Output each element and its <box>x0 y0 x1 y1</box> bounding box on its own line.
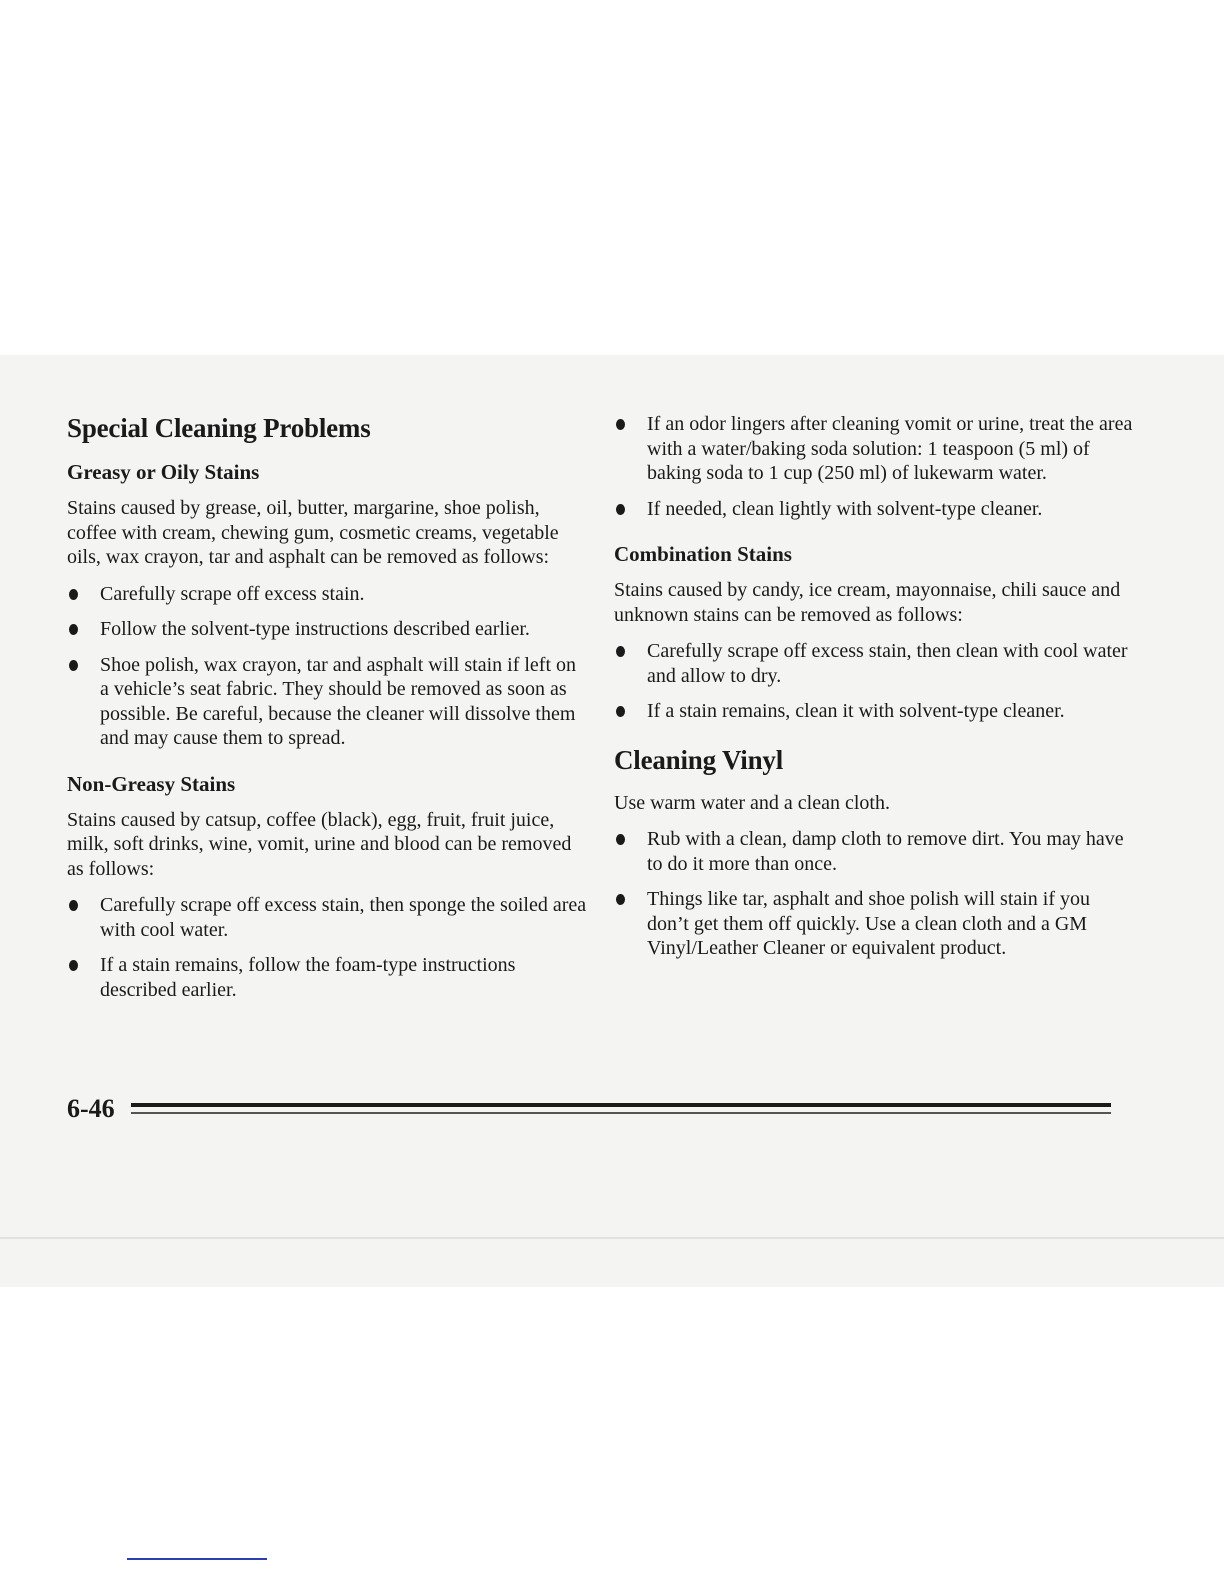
list-item: Rub with a clean, damp cloth to remove dirt. You may have to do it more than once. <box>614 827 1134 876</box>
footer-rule-thin <box>131 1112 1111 1114</box>
bullet-icon <box>616 894 625 905</box>
non-greasy-stains-intro: Stains caused by catsup, coffee (black), egg, fruit, fruit juice, milk, soft drinks, wine, vomit, urine and blood can be removed as follows: <box>67 808 572 880</box>
left-column <box>67 412 587 1022</box>
bullet-icon <box>616 504 625 515</box>
bottom-accent-line <box>127 1558 267 1560</box>
greasy-stains-intro: Stains caused by grease, oil, butter, margarine, shoe polish, coffee with cream, chewing gum, cosmetic creams, vegetable oils, wax crayon, tar and asphalt can be removed as follows: <box>67 497 559 569</box>
subheading-combination-stains: Combination Stains <box>614 542 792 566</box>
non-greasy-stains-list-continued <box>614 412 1134 521</box>
combination-stains-intro: Stains caused by candy, ice cream, mayonnaise, chili sauce and unknown stains can be removed as follows: <box>614 579 1121 626</box>
bullet-icon <box>69 960 78 971</box>
bullet-icon <box>616 834 625 845</box>
bullet-icon <box>69 589 78 600</box>
list-item: If a stain remains, follow the foam-type instructions described earlier. <box>67 953 587 1002</box>
non-greasy-stains-list <box>67 893 587 1002</box>
bullet-icon <box>616 419 625 430</box>
subheading-greasy-stains: Greasy or Oily Stains <box>67 459 260 484</box>
bullet-icon <box>69 624 78 635</box>
list-item: If a stain remains, clean it with solvent-type cleaner. <box>614 699 1134 724</box>
bullet-icon <box>69 660 78 671</box>
list-item: Follow the solvent-type instructions described earlier. <box>67 617 587 642</box>
cleaning-vinyl-intro: Use warm water and a clean cloth. <box>614 791 890 814</box>
list-item: Carefully scrape off excess stain. <box>67 582 587 607</box>
list-item: If needed, clean lightly with solvent-type cleaner. <box>614 497 1134 522</box>
footer-rule <box>131 1103 1111 1107</box>
list-item: Shoe polish, wax crayon, tar and asphalt will stain if left on a vehicle’s seat fabric. They should be removed as soon as possible. Be careful, because the cleaner will dissolve them and may cause them to spread. <box>67 653 587 751</box>
right-column <box>614 412 1134 981</box>
section-title-special-cleaning: Special Cleaning Problems <box>67 413 371 443</box>
list-item: Carefully scrape off excess stain, then sponge the soiled area with cool water. <box>67 893 587 942</box>
list-item: Things like tar, asphalt and shoe polish will stain if you don’t get them off quickly. Use a clean cloth and a GM Vinyl/Leather Cleaner or equivalent product. <box>614 887 1134 961</box>
page-number: 6-46 <box>67 1094 115 1123</box>
cleaning-vinyl-list <box>614 827 1134 961</box>
bullet-icon <box>616 706 625 717</box>
greasy-stains-list <box>67 582 587 751</box>
bullet-icon <box>69 900 78 911</box>
subheading-non-greasy-stains: Non-Greasy Stains <box>67 771 236 796</box>
combination-stains-list <box>614 639 1134 724</box>
list-item: If an odor lingers after cleaning vomit or urine, treat the area with a water/baking soda solution: 1 teaspoon (5 ml) of baking soda to 1 cup (250 ml) of lukewarm water. <box>614 412 1134 486</box>
bullet-icon <box>616 646 625 657</box>
scan-edge-line <box>0 1237 1224 1239</box>
list-item: Carefully scrape off excess stain, then clean with cool water and allow to dry. <box>614 639 1134 688</box>
section-title-cleaning-vinyl: Cleaning Vinyl <box>614 744 783 775</box>
